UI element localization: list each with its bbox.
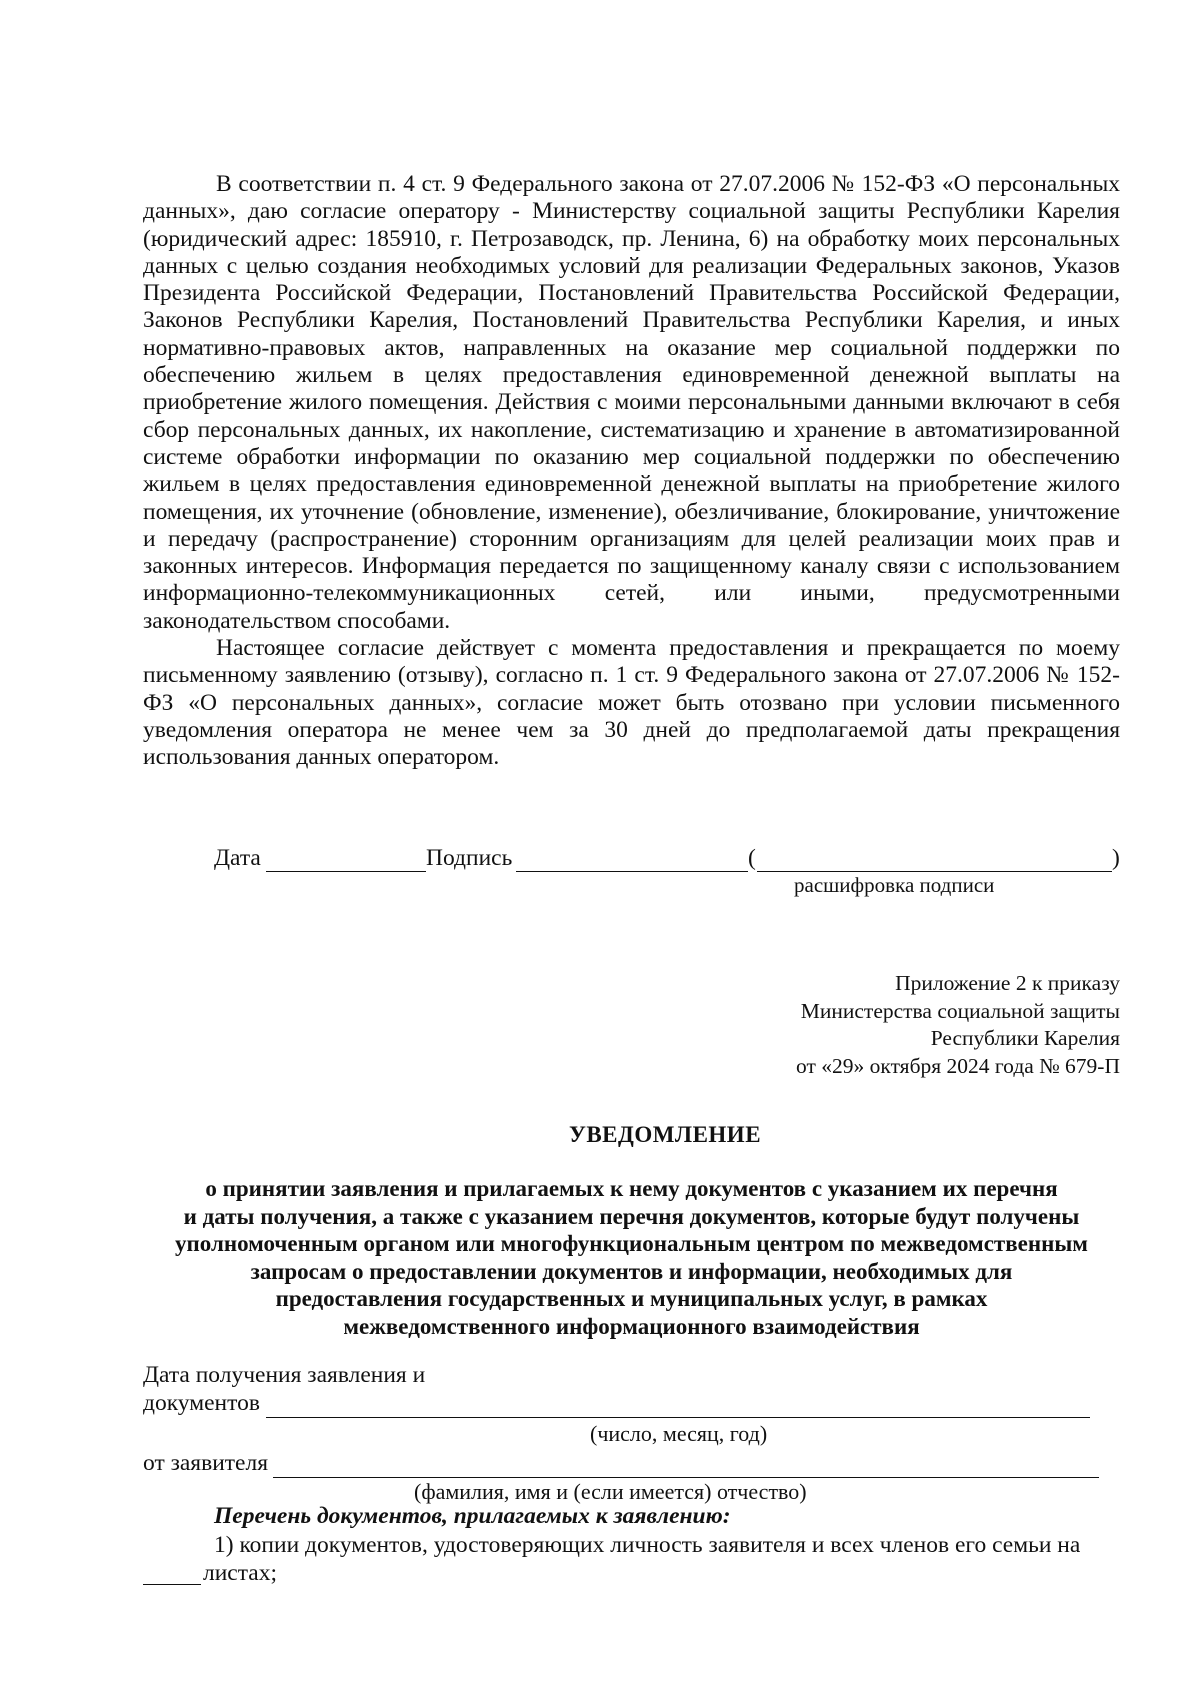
sheets-count-blank-line[interactable] [143, 1584, 201, 1585]
date-received-label-line-1: Дата получения заявления и [143, 1362, 426, 1388]
document-list-item-1-continued: листах; [203, 1560, 277, 1586]
appendix-line-4: от «29» октября 2024 года № 679-П [796, 1053, 1120, 1078]
signature-blank-line[interactable] [516, 871, 748, 872]
notice-subtitle-line: уполномоченным органом или многофункциональным центром по межведомственным [175, 1231, 1088, 1256]
date-received-caption: (число, месяц, год) [590, 1421, 768, 1446]
date-received-blank-line[interactable] [266, 1417, 1090, 1418]
appendix-block [796, 970, 1120, 1080]
notice-subtitle-line: межведомственного информационного взаимодействия [343, 1313, 920, 1339]
signature-row [214, 845, 1120, 875]
consent-paragraph-1: В соответствии п. 4 ст. 9 Федерального закона от 27.07.2006 № 152-ФЗ «О персональных данных», даю согласие оператору - Министерству социальной защиты Республики Карелия (юридический адрес: 185910, г. Петрозаводск, пр. Ленина, 6) на обработку моих персональных данных с целью создания необходимых условий для реализации Федеральных законов, Указов Президента Российской Федерации, Постановлений Правительства Российской Федерации, Законов Республики Карелия, Постановлений Правительства Республики Карелия, и иных нормативно-правовых актов, направленных на оказание мер социальной поддержки по обеспечению жильем в целях предоставления единовременной денежной выплаты на приобретение жилого помещения. Действия с моими персональными данными включают в себя сбор персональных данных, их накопление, систематизацию и хранение в автоматизированной системе обработки информации по оказанию мер социальной поддержки по обеспечению жильем в целях предоставления единовременной денежной выплаты на приобретение жилого помещения, их уточнение (обновление, изменение), обезличивание, блокирование, уничтожение и передачу (распространение) сторонним организациям для целей реализации моих прав и законных интересов. Информация передается по защищенному каналу связи с использованием информационно-телекоммуникационных сетей, или иными, предусмотренными законодательством способами. [143, 171, 1120, 634]
appendix-line-2: Министерства социальной защиты [800, 998, 1120, 1023]
close-paren: ) [1112, 845, 1120, 871]
notice-subtitle-line: предоставления государственных и муниципальных услуг, в рамках [275, 1286, 988, 1311]
notice-subtitle [143, 1175, 1120, 1340]
signature-label: Подпись [426, 845, 513, 871]
open-paren: ( [748, 845, 756, 871]
notice-title: УВЕДОМЛЕНИЕ [568, 1122, 762, 1147]
appendix-line-1: Приложение 2 к приказу [895, 971, 1120, 995]
date-label: Дата [214, 845, 261, 871]
consent-paragraph-2: Настоящее согласие действует с момента предоставления и прекращается по моему письменному заявлению (отзыву), согласно п. 1 ст. 9 Федерального закона от 27.07.2006 № 152-ФЗ «О персональных данных», согласие может быть отозвано при условии письменного уведомления оператора не менее чем за 30 дней до предполагаемой даты прекращения использования данных оператором. [143, 635, 1120, 771]
document-list-title: Перечень документов, прилагаемых к заявлению: [214, 1503, 731, 1529]
applicant-name-caption: (фамилия, имя и (если имеется) отчество) [414, 1479, 807, 1504]
date-blank-line[interactable] [266, 871, 426, 872]
appendix-line-3: Республики Карелия [930, 1026, 1120, 1050]
from-applicant-label: от заявителя [143, 1450, 269, 1476]
date-received-label-line-2: документов [143, 1390, 260, 1416]
notice-subtitle-line: и даты получения, а также с указанием перечня документов, которые будут получены [183, 1203, 1080, 1229]
notice-subtitle-line: запросам о предоставлении документов и информации, необходимых для [250, 1258, 1013, 1284]
document-list-item-1: 1) копии документов, удостоверяющих личность заявителя и всех членов его семьи на [214, 1532, 1081, 1558]
consent-text [143, 171, 1120, 772]
notice-subtitle-line: о принятии заявления и прилагаемых к нему документов с указанием их перечня [205, 1176, 1058, 1201]
signature-decode-caption: расшифровка подписи [794, 873, 995, 897]
